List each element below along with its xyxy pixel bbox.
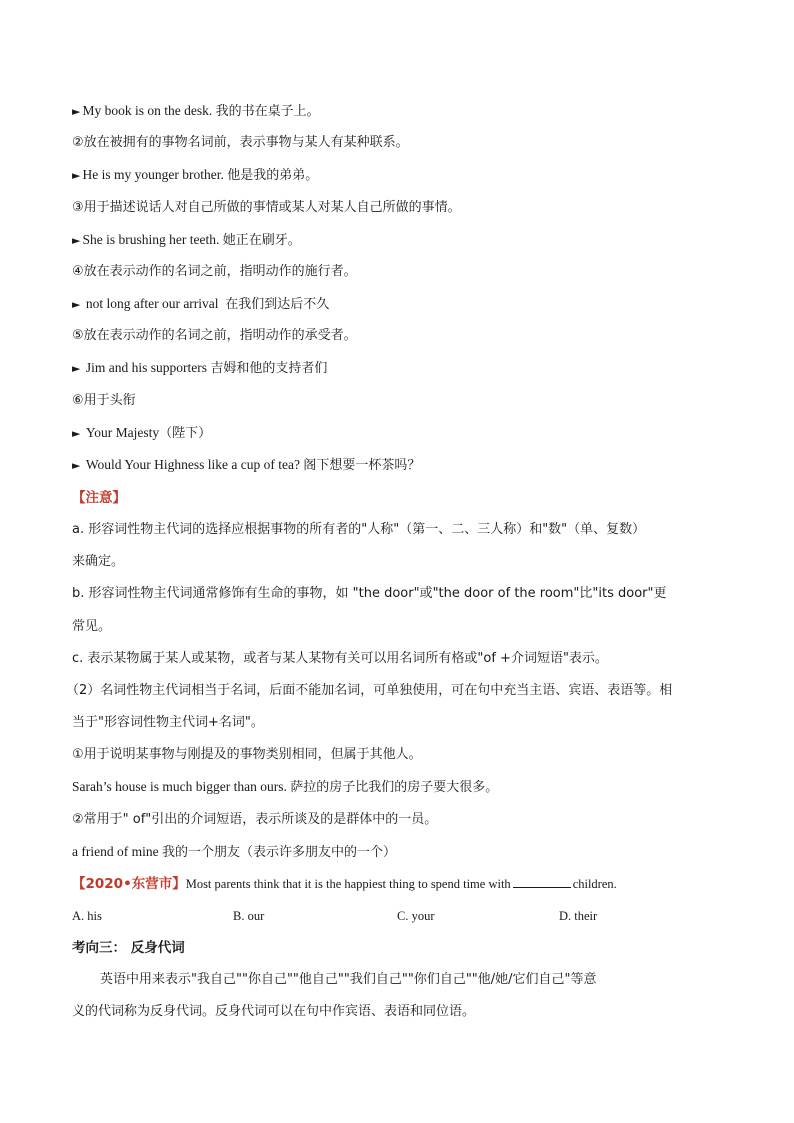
option-a[interactable]: A. his bbox=[72, 909, 102, 923]
question-stem-after: children. bbox=[572, 877, 617, 891]
example-zh: 吉姆和他的支持者们 bbox=[210, 361, 328, 376]
example-zh: 他是我的弟弟。 bbox=[227, 168, 319, 183]
example-line bbox=[72, 358, 724, 379]
rule-text: ②放在被拥有的事物名词前，表示事物与某人有某种联系。 bbox=[72, 135, 409, 150]
example-line bbox=[72, 165, 724, 186]
triangle-bullet-icon: ► bbox=[72, 459, 81, 472]
example-en: a friend of mine bbox=[72, 844, 159, 859]
example-en: not long after our arrival bbox=[85, 296, 219, 311]
note-a-line1: a. 形容词性物主代词的选择应根据事物的所有者的"人称"（第一、二、三人称）和"数"（单、复数） bbox=[72, 522, 646, 537]
usage-1: ①用于说明某事物与刚提及的事物类别相同，但属于其他人。 bbox=[72, 747, 422, 762]
example-line bbox=[72, 101, 724, 122]
example-line bbox=[72, 777, 724, 798]
example-en: Your Majesty bbox=[85, 425, 160, 440]
triangle-bullet-icon: ► bbox=[72, 234, 81, 247]
note-heading: 【注意】 bbox=[72, 490, 126, 506]
answer-blank bbox=[513, 875, 571, 888]
rule-text: ③用于描述说话人对自己所做的事情或某人对某人自己所做的事情。 bbox=[72, 200, 461, 215]
note-a-line2: 来确定。 bbox=[72, 554, 125, 569]
triangle-bullet-icon: ► bbox=[72, 427, 81, 440]
example-zh: 我的一个朋友（表示许多朋友中的一个） bbox=[161, 845, 396, 860]
note-c-line: c. 表示某物属于某人或某物，或者与某人某物有关可以用名词所有格或"of +介词短语"表示。 bbox=[72, 651, 608, 666]
example-zh: （陛下） bbox=[159, 426, 212, 441]
option-c[interactable]: C. your bbox=[397, 909, 435, 923]
example-line bbox=[72, 455, 724, 476]
triangle-bullet-icon: ► bbox=[72, 362, 81, 375]
rule-text: ⑥用于头衔 bbox=[72, 393, 136, 408]
example-zh: 阁下想要一杯茶吗？ bbox=[303, 458, 421, 473]
answer-options bbox=[72, 906, 724, 926]
exam-question bbox=[72, 874, 724, 894]
option-b[interactable]: B. our bbox=[233, 909, 265, 923]
example-en: Would Your Highness like a cup of tea? bbox=[85, 457, 300, 472]
section-paragraph-line1: 英语中用来表示"我自己""你自己""他自己""我们自己""你们自己""他/她/它们自己"等意 bbox=[100, 972, 597, 987]
rule-text: ④放在表示动作的名词之前，指明动作的施行者。 bbox=[72, 264, 357, 279]
usage-2: ②常用于" of"引出的介词短语，表示所谈及的是群体中的一员。 bbox=[72, 812, 438, 827]
example-en: Jim and his supporters bbox=[85, 360, 207, 375]
paragraph-2-line1: （2）名词性物主代词相当于名词，后面不能加名词，可单独使用，可在句中充当主语、宾语、表语等。相 bbox=[66, 683, 673, 698]
triangle-bullet-icon: ► bbox=[72, 298, 81, 311]
example-zh: 我的书在桌子上。 bbox=[215, 104, 320, 119]
section-heading: 考向三： 反身代词 bbox=[72, 940, 185, 956]
triangle-bullet-icon: ► bbox=[72, 105, 81, 118]
option-d[interactable]: D. their bbox=[559, 909, 598, 923]
note-b-line1: b. 形容词性物主代词通常修饰有生命的事物，如 "the door"或"the door of the room"比"its door"更 bbox=[72, 586, 667, 601]
paragraph-2-line2: 当于"形容词性物主代词+名词"。 bbox=[72, 715, 264, 730]
example-en: My book is on the desk. bbox=[82, 103, 213, 118]
question-source-tag: 【2020•东营市】 bbox=[72, 876, 186, 892]
example-en: She is brushing her teeth. bbox=[82, 232, 220, 247]
example-zh: 在我们到达后不久 bbox=[225, 297, 330, 312]
triangle-bullet-icon: ► bbox=[72, 169, 81, 182]
example-zh: 她正在刷牙。 bbox=[222, 233, 301, 248]
question-stem-before: Most parents think that it is the happiest thing to spend time with bbox=[185, 877, 511, 891]
example-line bbox=[72, 423, 724, 444]
example-line bbox=[72, 294, 724, 315]
example-line bbox=[72, 230, 724, 251]
rule-text: ⑤放在表示动作的名词之前，指明动作的承受者。 bbox=[72, 328, 357, 343]
example-line bbox=[72, 842, 724, 863]
example-en: He is my younger brother. bbox=[82, 167, 224, 182]
note-b-line2: 常见。 bbox=[72, 619, 112, 634]
example-en: Sarah’s house is much bigger than ours. bbox=[72, 779, 287, 794]
section-paragraph-line2: 义的代词称为反身代词。反身代词可以在句中作宾语、表语和同位语。 bbox=[72, 1004, 476, 1019]
example-zh: 萨拉的房子比我们的房子要大很多。 bbox=[290, 780, 499, 795]
